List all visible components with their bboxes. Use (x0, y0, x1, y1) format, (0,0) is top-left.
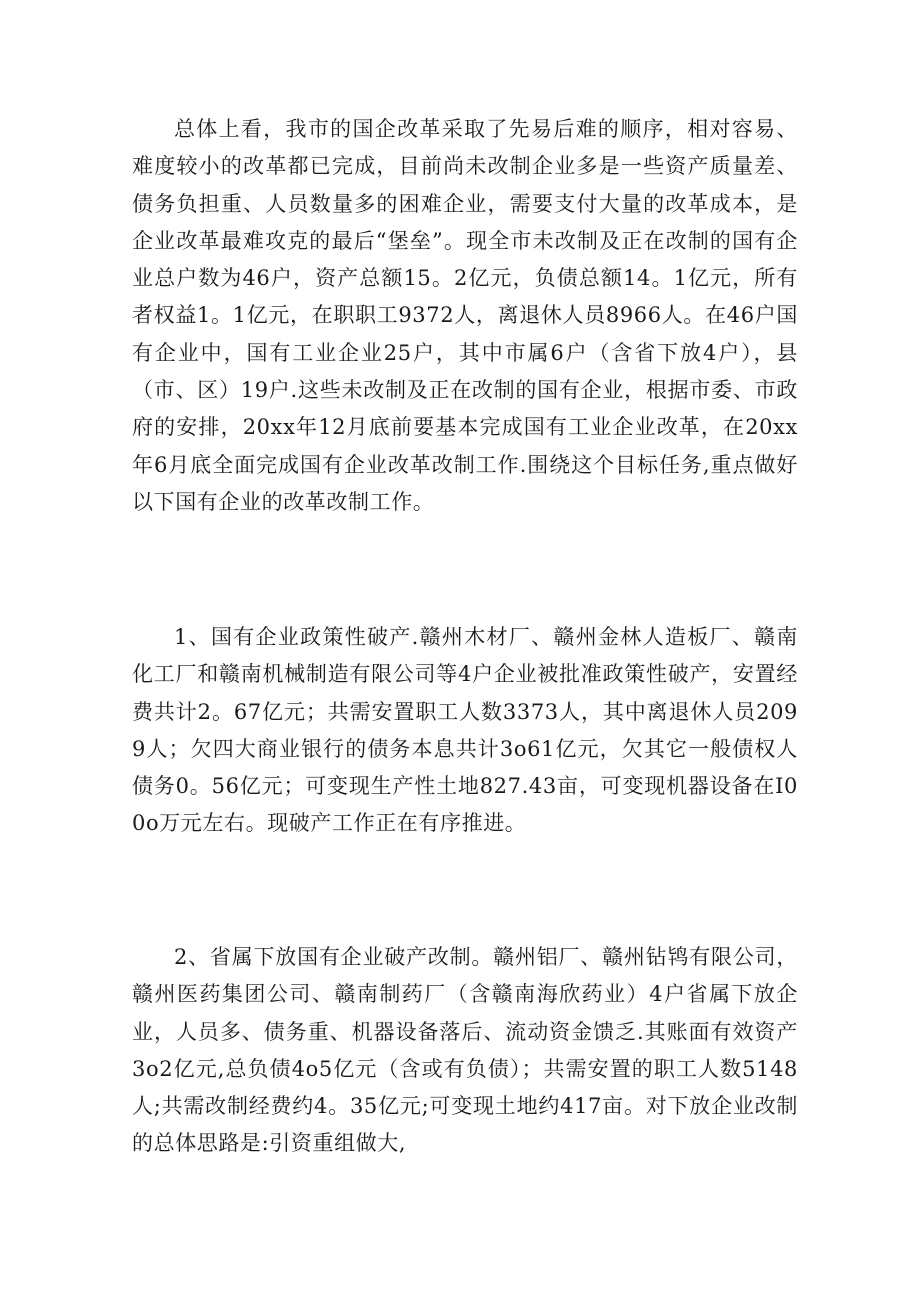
paragraph-provincial-enterprises: 2、省属下放国有企业破产改制。赣州铝厂、赣州钻鸨有限公司，赣州医药集团公司、赣南制药厂（含赣南海欣药业）4户省属下放企业，人员多、债务重、机器设备落后、流动资金馈乏.其账面有效资产3o2亿元,总负债4o5亿元（含或有负债）；共需安置的职工人数5148人;共需改制经费约4。35亿元;可变现土地约417亩。对下放企业改制的总体思路是:引资重组做大, (132, 945, 798, 1156)
paragraph-overview: 总体上看，我市的国企改革采取了先易后难的顺序，相对容易、难度较小的改革都已完成，目前尚未改制企业多是一些资产质量差、债务负担重、人员数量多的困难企业，需要支付大量的改革成本，是企业改革最难攻克的最后“堡垒”。现全市未改制及正在改制的国有企业总户数为46户，资产总额15。2亿元，负债总额14。1亿元，所有者权益1。1亿元，在职职工9372人，离退休人员8966人。在46户国有企业中，国有工业企业25户，其中市属6户（含省下放4户），县（市、区）19户.这些未改制及正在改制的国有企业，根据市委、市政府的安排，20xx年12月底前要基本完成国有工业企业改革，在20xx年6月底全面完成国有企业改革改制工作.围绕这个目标任务,重点做好以下国有企业的改革改制工作。 (132, 117, 798, 514)
paragraph-policy-bankruptcy: 1、国有企业政策性破产.赣州木材厂、赣州金林人造板厂、赣南化工厂和赣南机械制造有限公司等4户企业被批准政策性破产，安置经费共计2。67亿元；共需安置职工人数3373人，其中离退休人员2099人；欠四大商业银行的债务本息共计3o61亿元，欠其它一般债权人债务0。56亿元；可变现生产性土地827.43亩，可变现机器设备在I00o万元左右。现破产工作正在有序推进。 (132, 625, 798, 836)
